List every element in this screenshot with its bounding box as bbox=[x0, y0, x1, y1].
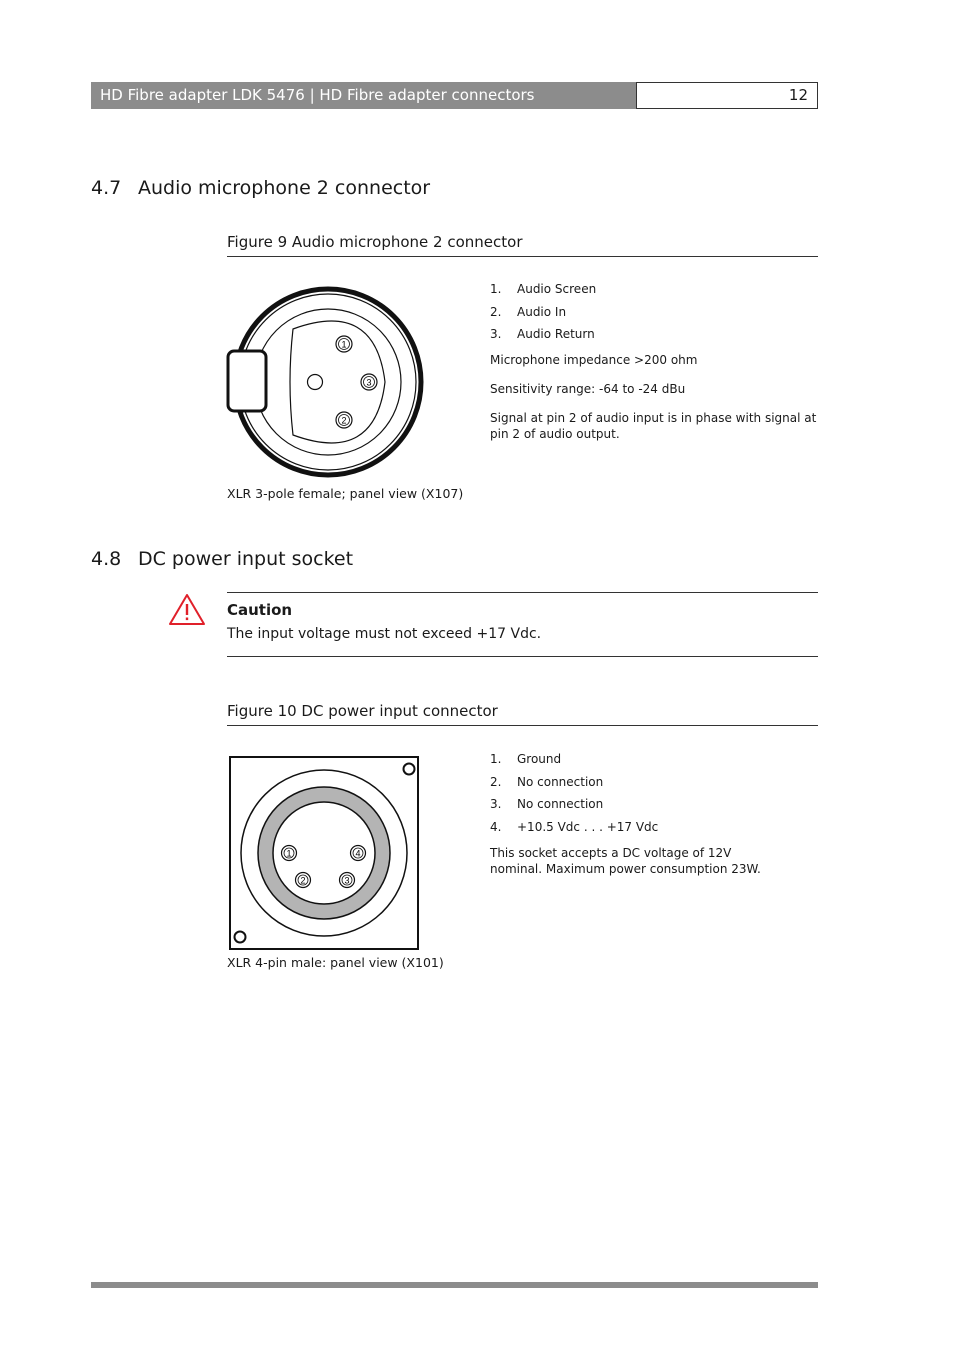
pin-2-label: 2 bbox=[300, 875, 306, 886]
list-item bbox=[490, 771, 820, 794]
section-title: DC power input socket bbox=[138, 548, 354, 570]
list-item-label: +10.5 Vdc . . . +17 Vdc bbox=[517, 819, 659, 834]
list-item-number: 3. bbox=[490, 327, 502, 341]
list-item-label: No connection bbox=[517, 774, 604, 789]
phase-note-text: Signal at pin 2 of audio input is in phase with signal at pin 2 of audio output. bbox=[490, 411, 817, 441]
section-number: 4.8 bbox=[91, 548, 122, 570]
pin-3 bbox=[340, 873, 355, 888]
pin-2 bbox=[296, 873, 311, 888]
pin-1 bbox=[282, 846, 297, 861]
list-item bbox=[490, 301, 820, 324]
sensitivity-text: Sensitivity range: -64 to -24 dBu bbox=[490, 382, 686, 396]
list-item-label: Audio Screen bbox=[517, 282, 597, 296]
list-item-number: 2. bbox=[490, 304, 502, 319]
list-item-label: No connection bbox=[517, 797, 604, 811]
warning-triangle-icon bbox=[168, 593, 206, 626]
pin-list-dc bbox=[490, 748, 820, 838]
pin-3-label: 3 bbox=[366, 377, 372, 388]
list-item-number: 3. bbox=[490, 797, 502, 811]
page-number: 12 bbox=[636, 82, 818, 109]
list-item-label: Audio Return bbox=[517, 327, 595, 341]
pin-1-label: 1 bbox=[341, 339, 347, 350]
list-item bbox=[490, 748, 820, 771]
list-item-number: 1. bbox=[490, 752, 502, 766]
list-item-number: 2. bbox=[490, 774, 502, 789]
xlr-4-pin-male-diagram bbox=[228, 755, 422, 951]
figure-caption-9: Figure 9 Audio microphone 2 connector bbox=[227, 232, 818, 257]
list-item bbox=[490, 816, 820, 839]
pin-4-label: 4 bbox=[355, 848, 361, 859]
list-item-label: Audio In bbox=[517, 304, 567, 319]
list-item-number: 4. bbox=[490, 819, 502, 834]
section-heading-4-7 bbox=[91, 176, 430, 200]
section-title: Audio microphone 2 connector bbox=[138, 177, 431, 199]
image-caption-x107: XLR 3-pole female; panel view (X107) bbox=[227, 486, 464, 501]
section-number: 4.7 bbox=[91, 177, 122, 199]
pin-2-label: 2 bbox=[341, 415, 347, 426]
list-item bbox=[490, 793, 820, 816]
guide-hole bbox=[308, 375, 323, 390]
caution-title: Caution bbox=[227, 601, 293, 619]
caution-box bbox=[227, 592, 818, 657]
mount-hole-bottom-left bbox=[235, 932, 246, 943]
section-heading-4-8 bbox=[91, 547, 353, 571]
pin-list-audio bbox=[490, 278, 820, 346]
pin-2 bbox=[336, 412, 352, 428]
footer-bar bbox=[91, 1282, 818, 1288]
list-item-number: 1. bbox=[490, 282, 502, 296]
list-item bbox=[490, 278, 820, 301]
impedance-text: Microphone impedance >200 ohm bbox=[490, 353, 698, 367]
pin-1 bbox=[336, 336, 352, 352]
pin-3-label: 3 bbox=[344, 875, 350, 886]
image-caption-x101: XLR 4-pin male: panel view (X101) bbox=[227, 955, 444, 970]
list-item bbox=[490, 323, 820, 346]
pin-3 bbox=[361, 374, 377, 390]
pin-1-label: 1 bbox=[286, 848, 292, 859]
running-header-title: HD Fibre adapter LDK 5476 | HD Fibre adapter connectors bbox=[91, 82, 636, 109]
mount-hole-top-right bbox=[404, 764, 415, 775]
dc-socket-note: This socket accepts a DC voltage of 12V nominal. Maximum power consumption 23W. bbox=[490, 846, 761, 876]
caution-text: The input voltage must not exceed +17 Vdc. bbox=[227, 626, 542, 642]
xlr-3-pole-female-diagram bbox=[225, 285, 425, 479]
figure-caption-10: Figure 10 DC power input connector bbox=[227, 701, 818, 726]
list-item-label: Ground bbox=[517, 752, 562, 766]
pin-4 bbox=[351, 846, 366, 861]
